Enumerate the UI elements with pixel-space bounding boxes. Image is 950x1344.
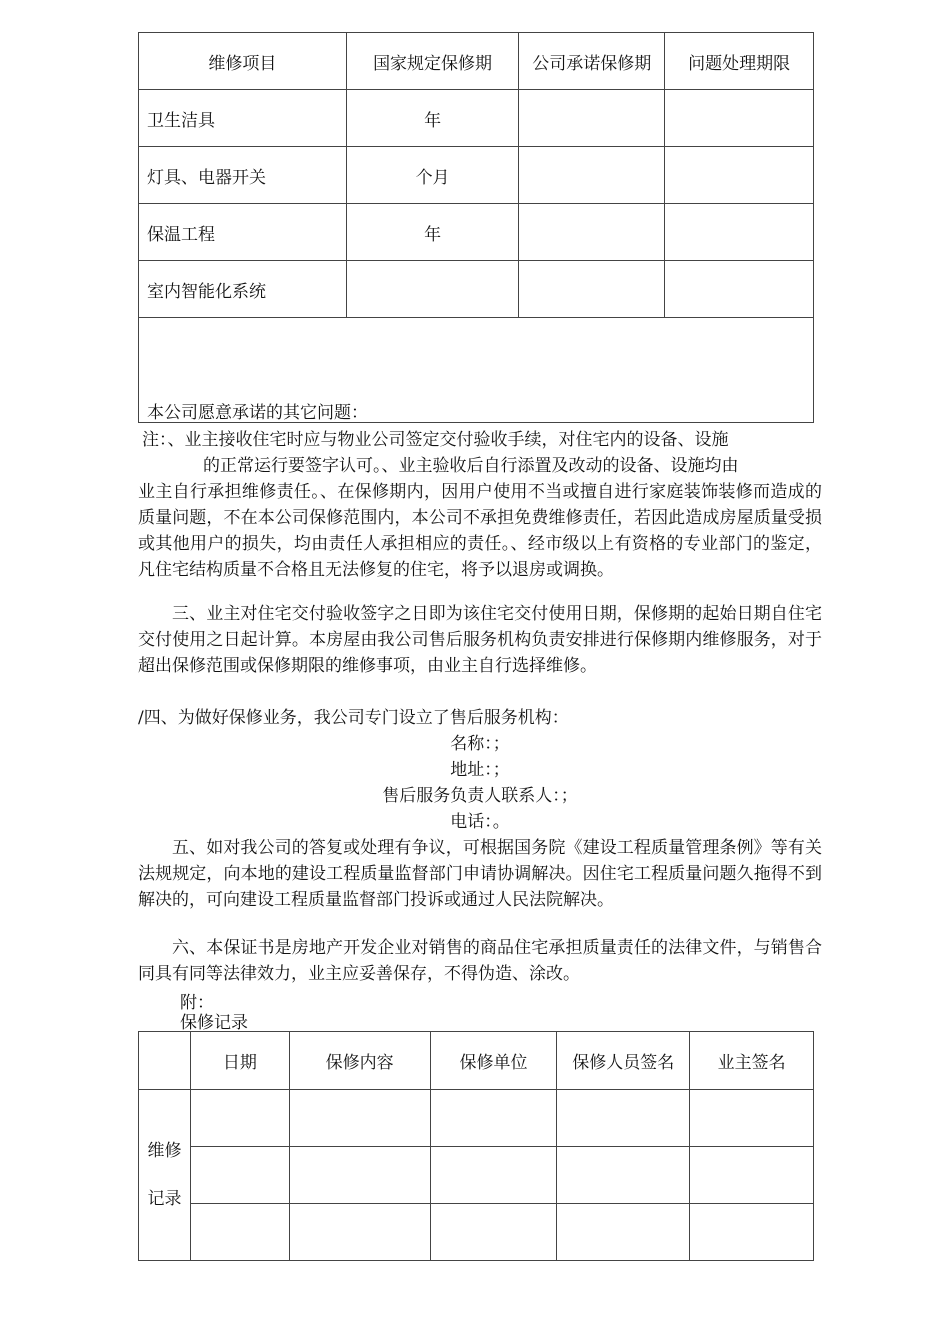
record-cell <box>557 1204 690 1261</box>
record-header-date: 日期 <box>190 1032 289 1090</box>
record-cell <box>289 1204 430 1261</box>
record-cell <box>190 1147 289 1204</box>
record-cell <box>430 1147 557 1204</box>
deadline-cell <box>665 90 814 147</box>
note-line-1: 注：、业主接收住宅时应与物业公司签定交付验收手续，对住宅内的设备、设施 <box>142 430 729 450</box>
paragraph-four: /四、为做好保修业务，我公司专门设立了售后服务机构： <box>138 708 569 728</box>
record-cell <box>690 1147 814 1204</box>
record-cell <box>190 1090 289 1147</box>
record-cell <box>557 1090 690 1147</box>
record-cell <box>430 1090 557 1147</box>
paragraph-three: 三、业主对住宅交付验收签字之日即为该住宅交付使用日期，保修期的起始日期自住宅交付使用之日起计算。本房屋由我公司售后服务机构负责安排进行保修期内维修服务，对于超出保修范围或保修期限的维修事项，由业主自行选择维修。 <box>138 604 822 676</box>
record-cell <box>430 1204 557 1261</box>
record-row <box>139 1204 814 1261</box>
table-row <box>139 147 814 204</box>
header-company-period: 公司承诺保修期 <box>519 33 665 90</box>
table-row <box>139 261 814 318</box>
service-address-line: 地址：； <box>450 760 510 780</box>
table-row <box>139 90 814 147</box>
company-period-cell <box>519 90 665 147</box>
item-cell: 灯具、电器开关 <box>139 147 347 204</box>
company-period-cell <box>519 204 665 261</box>
national-period-cell: 年 <box>346 204 519 261</box>
record-cell <box>690 1204 814 1261</box>
record-title: 保修记录 <box>180 1013 248 1033</box>
header-repair-item: 维修项目 <box>139 33 347 90</box>
item-cell: 室内智能化系统 <box>139 261 347 318</box>
record-cell <box>190 1204 289 1261</box>
other-issues-cell: 本公司愿意承诺的其它问题： <box>139 318 814 423</box>
appendix-label: 附： <box>180 993 214 1013</box>
record-header-staff-signature: 保修人员签名 <box>557 1032 690 1090</box>
service-phone-line: 电话：。 <box>450 812 510 832</box>
record-side-label-line1: 维修 <box>147 1141 182 1161</box>
note-paragraph: 业主自行承担维修责任。、在保修期内，因用户使用不当或擅自进行家庭装饰装修而造成的质量问题，不在本公司保修范围内，本公司不承担免费维修责任，若因此造成房屋质量受损或其他用户的损失，均由责任人承担相应的责任。、经市级以上有资格的专业部门的鉴定，凡住宅结构质量不合格且无法修复的住宅，将予以退房或调换。 <box>138 482 822 580</box>
paragraph-five: 五、如对我公司的答复或处理有争议，可根据国务院《建设工程质量管理条例》等有关法规规定，向本地的建设工程质量监督部门申请协调解决。因住宅工程质量问题久拖得不到解决的，可向建设工程质量监督部门投诉或通过人民法院解决。 <box>138 838 822 910</box>
note-line-2: 的正常运行要签字认可。、业主验收后自行添置及改动的设备、设施均由 <box>203 456 739 476</box>
record-side-label-line2: 记录 <box>147 1189 182 1209</box>
national-period-cell: 年 <box>346 90 519 147</box>
deadline-cell <box>665 147 814 204</box>
company-period-cell <box>519 147 665 204</box>
header-national-period: 国家规定保修期 <box>346 33 519 90</box>
deadline-cell <box>665 204 814 261</box>
national-period-cell: 个月 <box>346 147 519 204</box>
record-row <box>139 1147 814 1204</box>
record-cell <box>557 1147 690 1204</box>
service-name-line: 名称：； <box>450 734 510 754</box>
item-cell: 保温工程 <box>139 204 347 261</box>
record-side-label <box>139 1090 191 1261</box>
record-cell <box>289 1147 430 1204</box>
table-header-row <box>139 33 814 90</box>
header-deadline: 问题处理期限 <box>665 33 814 90</box>
other-issues-row <box>139 318 814 423</box>
record-cell <box>690 1090 814 1147</box>
record-cell <box>289 1090 430 1147</box>
item-cell: 卫生洁具 <box>139 90 347 147</box>
company-period-cell <box>519 261 665 318</box>
national-period-cell <box>346 261 519 318</box>
record-header-unit: 保修单位 <box>430 1032 557 1090</box>
warranty-period-table <box>138 32 814 423</box>
record-header-content: 保修内容 <box>289 1032 430 1090</box>
paragraph-six: 六、本保证书是房地产开发企业对销售的商品住宅承担质量责任的法律文件，与销售合同具有同等法律效力，业主应妥善保存，不得伪造、涂改。 <box>138 938 822 984</box>
deadline-cell <box>665 261 814 318</box>
service-contact-line: 售后服务负责人联系人：； <box>382 786 578 806</box>
repair-record-table <box>138 1031 814 1261</box>
record-header-row <box>139 1032 814 1090</box>
table-row <box>139 204 814 261</box>
record-header-owner-signature: 业主签名 <box>690 1032 814 1090</box>
record-header-blank <box>139 1032 191 1090</box>
record-row <box>139 1090 814 1147</box>
